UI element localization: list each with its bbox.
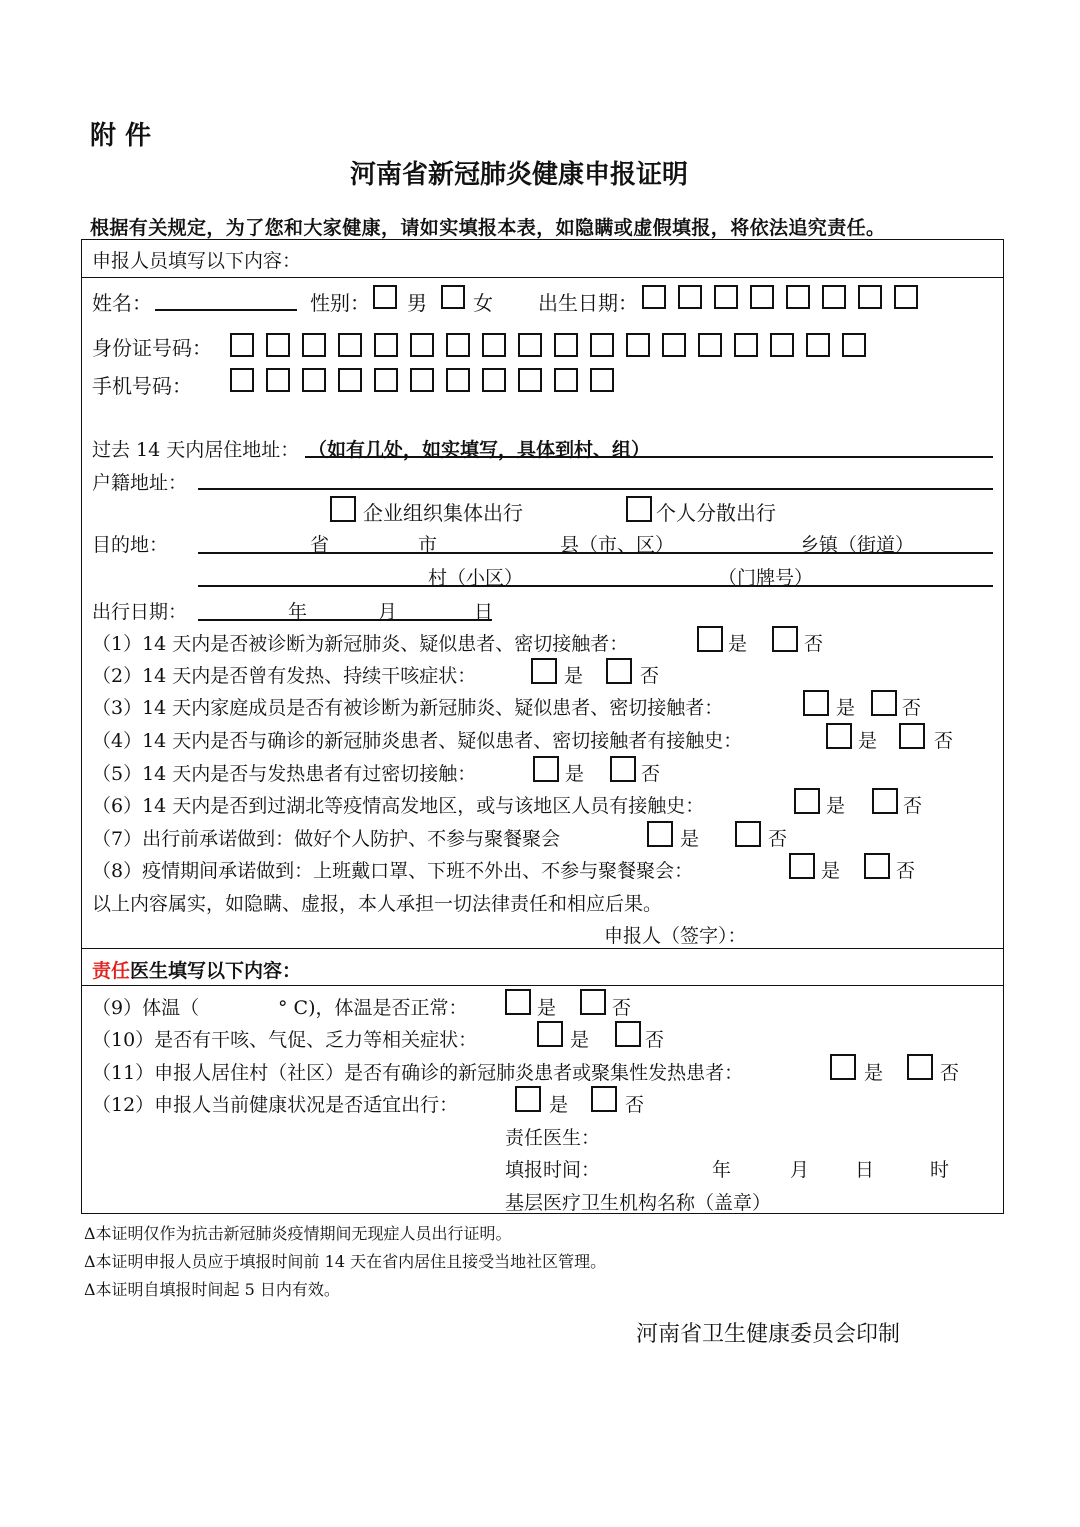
id-digit-box[interactable] <box>590 333 614 357</box>
phone-digit-box[interactable] <box>266 368 290 392</box>
q6-no-checkbox[interactable] <box>872 788 898 814</box>
phone-digit-box[interactable] <box>518 368 542 392</box>
question-1: （1）14 天内是否被诊断为新冠肺炎、疑似患者、密切接触者： <box>92 633 629 655</box>
birth-digit-box[interactable] <box>894 285 918 309</box>
hukou-label: 户籍地址： <box>92 472 188 494</box>
no-label: 否 <box>896 860 916 882</box>
question-4: （4）14 天内是否与确诊的新冠肺炎患者、疑似患者、密切接触者有接触史： <box>92 730 743 752</box>
phone-digit-box[interactable] <box>590 368 614 392</box>
dest-county: 县（市、区） <box>560 534 675 556</box>
temperature-prefix: （9）体温（ <box>92 997 200 1019</box>
id-digit-box[interactable] <box>626 333 650 357</box>
divider <box>81 985 1004 986</box>
fill-time-hour: 时 <box>930 1159 950 1181</box>
travel-group-checkbox[interactable] <box>330 496 356 522</box>
birth-digit-box[interactable] <box>822 285 846 309</box>
q10-no-checkbox[interactable] <box>615 1021 641 1047</box>
doctor-section-title <box>92 956 301 983</box>
q5-no-checkbox[interactable] <box>610 756 636 782</box>
travel-individual-label: 个人分散出行 <box>656 501 776 525</box>
birth-digit-box[interactable] <box>714 285 738 309</box>
birth-digit-box[interactable] <box>678 285 702 309</box>
no-label: 否 <box>940 1062 960 1084</box>
id-digit-box[interactable] <box>410 333 434 357</box>
dest-province: 省 <box>310 534 330 556</box>
fill-time-label: 填报时间： <box>505 1159 601 1181</box>
q7-no-checkbox[interactable] <box>735 821 761 847</box>
yes-label: 是 <box>570 1029 590 1051</box>
residence-label: 过去 14 天内居住地址： <box>92 439 300 461</box>
divider <box>81 277 1004 278</box>
phone-digit-box[interactable] <box>374 368 398 392</box>
yes-label: 是 <box>549 1094 569 1116</box>
q4-yes-checkbox[interactable] <box>826 723 852 749</box>
residence-hint: （如有几处，如实填写，具体到村、组） <box>308 439 651 461</box>
travel-group-label: 企业组织集体出行 <box>363 501 523 525</box>
no-label: 否 <box>903 795 923 817</box>
hukou-field[interactable] <box>198 488 993 490</box>
travel-individual-checkbox[interactable] <box>626 496 652 522</box>
q8-yes-checkbox[interactable] <box>789 853 815 879</box>
travel-date-day: 日 <box>474 601 494 623</box>
id-digit-box[interactable] <box>662 333 686 357</box>
question-2: （2）14 天内是否曾有发热、持续干咳症状： <box>92 665 477 687</box>
phone-digit-box[interactable] <box>410 368 434 392</box>
q9-yes-checkbox[interactable] <box>505 989 531 1015</box>
footnote: Δ本证明仅作为抗击新冠肺炎疫情期间无现症人员出行证明。 <box>84 1224 512 1243</box>
name-field[interactable] <box>155 309 297 311</box>
birth-date-label: 出生日期： <box>538 291 638 315</box>
gender-male-label: 男 <box>407 291 427 315</box>
question-11: （11）申报人居住村（社区）是否有确诊的新冠肺炎患者或聚集性发热患者： <box>92 1062 744 1084</box>
q1-no-checkbox[interactable] <box>772 626 798 652</box>
destination-label: 目的地： <box>92 534 169 556</box>
yes-label: 是 <box>728 633 748 655</box>
no-label: 否 <box>645 1029 665 1051</box>
q3-no-checkbox[interactable] <box>871 690 897 716</box>
question-5: （5）14 天内是否与发热患者有过密切接触： <box>92 763 477 785</box>
q1-yes-checkbox[interactable] <box>697 626 723 652</box>
travel-date-field[interactable] <box>198 619 492 621</box>
id-digit-box[interactable] <box>446 333 470 357</box>
doctor-label: 责任医生： <box>505 1127 601 1149</box>
question-6: （6）14 天内是否到过湖北等疫情高发地区，或与该地区人员有接触史： <box>92 795 705 817</box>
travel-date-year: 年 <box>288 601 308 623</box>
no-label: 否 <box>934 730 954 752</box>
q11-yes-checkbox[interactable] <box>830 1054 856 1080</box>
yes-label: 是 <box>858 730 878 752</box>
fill-time-day: 日 <box>855 1159 875 1181</box>
footnote: Δ本证明申报人员应于填报时间前 14 天在省内居住且接受当地社区管理。 <box>84 1252 607 1271</box>
q12-no-checkbox[interactable] <box>591 1086 617 1112</box>
phone-digit-box[interactable] <box>338 368 362 392</box>
yes-label: 是 <box>826 795 846 817</box>
destination-field[interactable] <box>198 552 993 554</box>
yes-label: 是 <box>565 763 585 785</box>
yes-label: 是 <box>864 1062 884 1084</box>
institution-label: 基层医疗卫生机构名称（盖章） <box>505 1192 772 1214</box>
q7-yes-checkbox[interactable] <box>647 821 673 847</box>
no-label: 否 <box>641 763 661 785</box>
doctor-title-rest: 医生填写以下内容： <box>130 960 302 982</box>
travel-date-label: 出行日期： <box>92 601 188 623</box>
dest-village: 村（小区） <box>428 567 524 589</box>
dest-town: 乡镇（街道） <box>800 534 915 556</box>
declaration-text: 以上内容属实，如隐瞒、虚报，本人承担一切法律责任和相应后果。 <box>92 893 663 915</box>
id-digit-box[interactable] <box>698 333 722 357</box>
gender-female-checkbox[interactable] <box>441 285 465 309</box>
signature-label: 申报人（签字）： <box>604 925 747 947</box>
phone-digit-box[interactable] <box>446 368 470 392</box>
destination-field-2[interactable] <box>198 585 993 587</box>
yes-label: 是 <box>564 665 584 687</box>
id-digit-box[interactable] <box>734 333 758 357</box>
gender-label: 性别： <box>310 291 370 315</box>
id-digit-box[interactable] <box>770 333 794 357</box>
dest-house: （门牌号） <box>718 567 814 589</box>
residence-field[interactable] <box>305 456 993 458</box>
footnote: Δ本证明自填报时间起 5 日内有效。 <box>84 1280 340 1299</box>
id-digit-box[interactable] <box>230 333 254 357</box>
question-7: （7）出行前承诺做到：做好个人防护、不参与聚餐聚会 <box>92 828 561 850</box>
no-label: 否 <box>640 665 660 687</box>
no-label: 否 <box>902 697 922 719</box>
issuer-text: 河南省卫生健康委员会印制 <box>636 1322 901 1347</box>
name-label: 姓名： <box>92 291 152 315</box>
gender-female-label: 女 <box>473 291 493 315</box>
question-10: （10）是否有干咳、气促、乏力等相关症状： <box>92 1029 478 1051</box>
yes-label: 是 <box>836 697 856 719</box>
id-digit-box[interactable] <box>518 333 542 357</box>
id-digit-box[interactable] <box>842 333 866 357</box>
id-digit-box[interactable] <box>302 333 326 357</box>
id-digit-box[interactable] <box>266 333 290 357</box>
phone-label: 手机号码： <box>92 374 192 398</box>
fill-time-month: 月 <box>790 1159 810 1181</box>
fill-time-year: 年 <box>712 1159 732 1181</box>
q4-no-checkbox[interactable] <box>899 723 925 749</box>
id-digit-box[interactable] <box>482 333 506 357</box>
id-digit-box[interactable] <box>806 333 830 357</box>
applicant-section-title: 申报人员填写以下内容： <box>92 250 302 272</box>
phone-digit-box[interactable] <box>482 368 506 392</box>
page-title: 河南省新冠肺炎健康申报证明 <box>350 160 689 190</box>
doctor-title-accent: 责任 <box>92 960 131 982</box>
q6-yes-checkbox[interactable] <box>794 788 820 814</box>
question-3: （3）14 天内家庭成员是否有被诊断为新冠肺炎、疑似患者、密切接触者： <box>92 697 724 719</box>
yes-label: 是 <box>821 860 841 882</box>
q2-no-checkbox[interactable] <box>606 658 632 684</box>
id-digit-box[interactable] <box>554 333 578 357</box>
id-digit-box[interactable] <box>338 333 362 357</box>
birth-digit-box[interactable] <box>786 285 810 309</box>
temperature-unit: ° C)，体温是否正常： <box>278 997 468 1019</box>
yes-label: 是 <box>537 997 557 1019</box>
no-label: 否 <box>804 633 824 655</box>
notice-text: 根据有关规定，为了您和大家健康，请如实填报本表，如隐瞒或虚假填报，将依法追究责任。 <box>90 217 886 239</box>
question-12: （12）申报人当前健康状况是否适宜出行： <box>92 1094 459 1116</box>
q9-no-checkbox[interactable] <box>580 989 606 1015</box>
q11-no-checkbox[interactable] <box>907 1054 933 1080</box>
birth-digit-box[interactable] <box>858 285 882 309</box>
q3-yes-checkbox[interactable] <box>803 690 829 716</box>
birth-digit-box[interactable] <box>750 285 774 309</box>
id-digit-box[interactable] <box>374 333 398 357</box>
no-label: 否 <box>768 828 788 850</box>
travel-date-month: 月 <box>378 601 398 623</box>
no-label: 否 <box>625 1094 645 1116</box>
id-number-label: 身份证号码： <box>92 336 212 360</box>
dest-city: 市 <box>418 534 438 556</box>
phone-digit-box[interactable] <box>554 368 578 392</box>
question-8: （8）疫情期间承诺做到：上班戴口罩、下班不外出、不参与聚餐聚会： <box>92 860 694 882</box>
q2-yes-checkbox[interactable] <box>531 658 557 684</box>
no-label: 否 <box>612 997 632 1019</box>
q12-yes-checkbox[interactable] <box>515 1086 541 1112</box>
q8-no-checkbox[interactable] <box>864 853 890 879</box>
q5-yes-checkbox[interactable] <box>533 756 559 782</box>
phone-digit-box[interactable] <box>302 368 326 392</box>
divider <box>81 948 1004 949</box>
q10-yes-checkbox[interactable] <box>537 1021 563 1047</box>
attachment-label: 附 件 <box>90 121 152 151</box>
phone-digit-box[interactable] <box>230 368 254 392</box>
gender-male-checkbox[interactable] <box>373 285 397 309</box>
yes-label: 是 <box>680 828 700 850</box>
birth-digit-box[interactable] <box>642 285 666 309</box>
